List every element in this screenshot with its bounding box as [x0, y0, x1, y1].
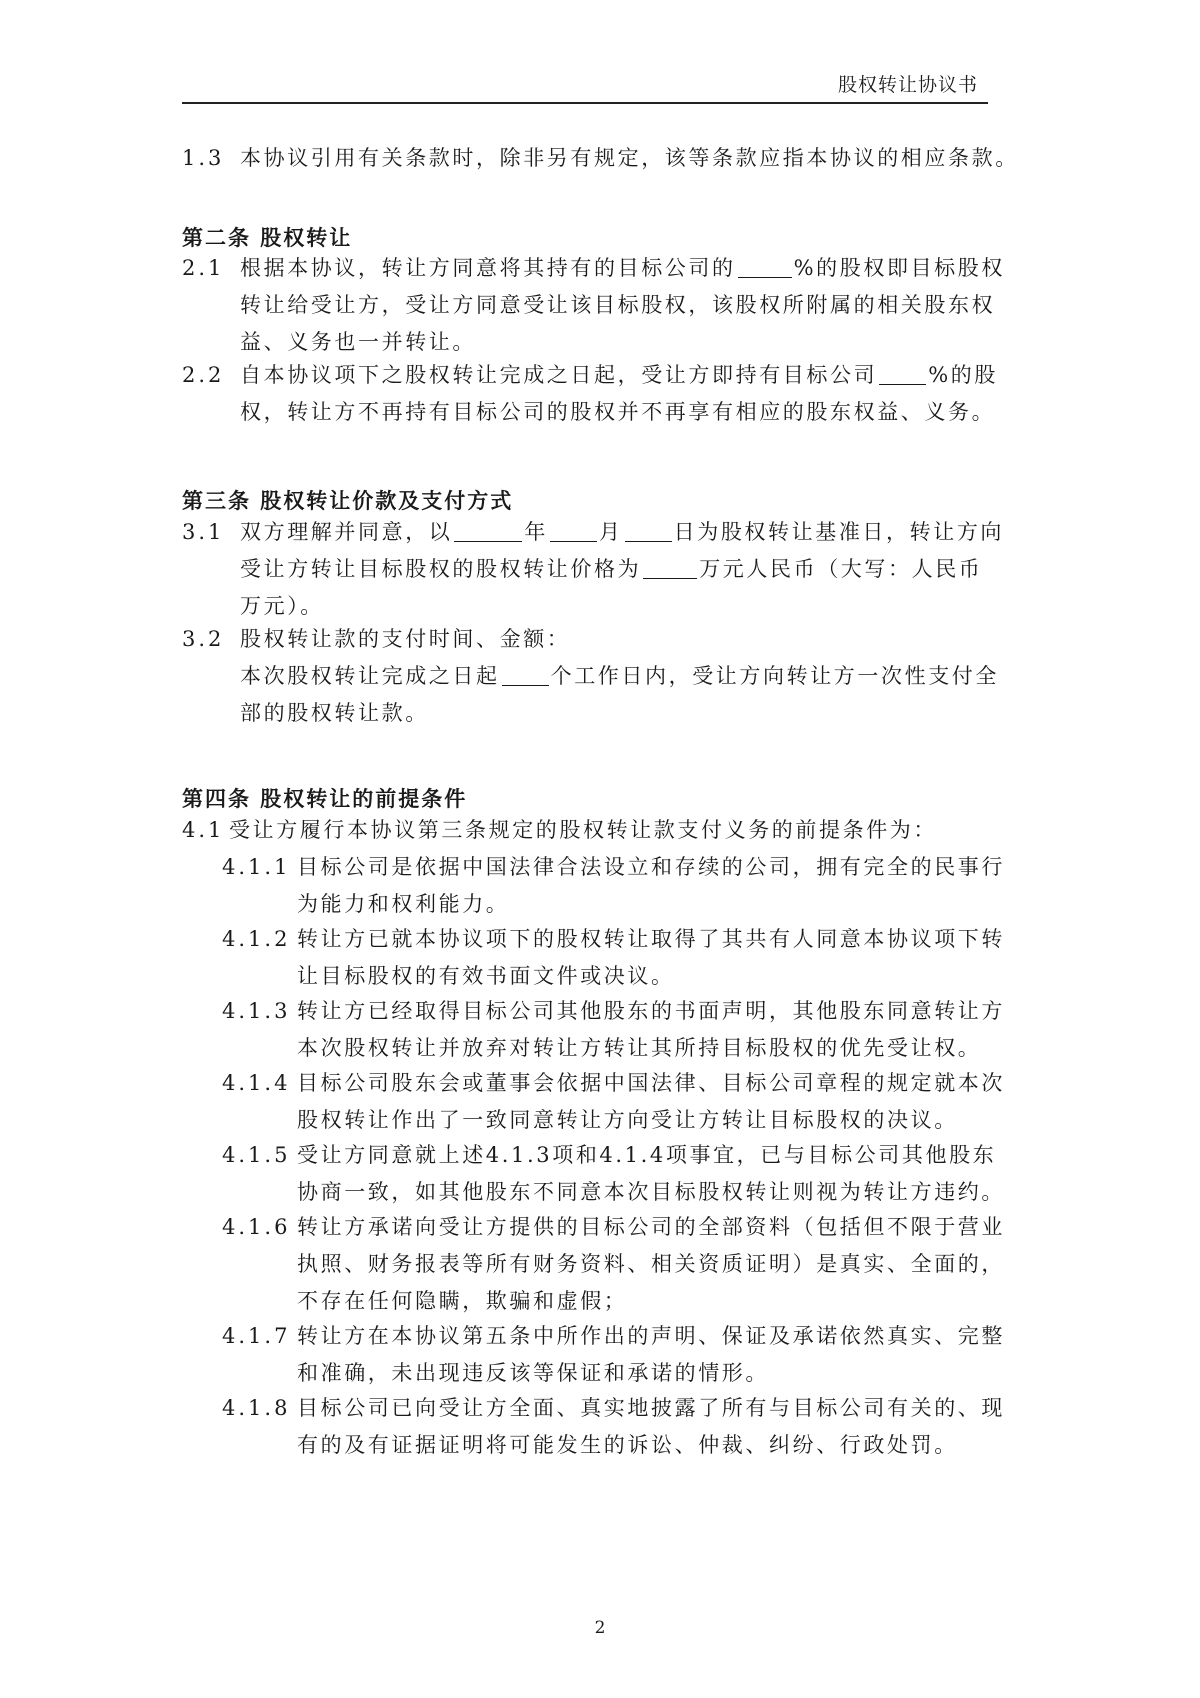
clause-number-4-1-7: 4.1.7 [222, 1324, 291, 1348]
clause-text-4-1-6 [297, 1209, 1005, 1320]
clause-line: 股权转让款的支付时间、金额： [240, 627, 571, 651]
fill-in-blank [550, 521, 597, 542]
clause-text-4-1-3 [297, 993, 1005, 1067]
clause-line: 为能力和权利能力。 [297, 892, 510, 916]
clause-number-4-1-5: 4.1.5 [222, 1143, 291, 1167]
clause-line: 权，转让方不再持有目标公司的股权并不再享有相应的股东权益、义务。 [240, 400, 996, 424]
clause-number-4-1-8: 4.1.8 [222, 1396, 291, 1420]
clause-number-3-1: 3.1 [182, 520, 225, 544]
article-heading: 第三条 股权转让价款及支付方式 [182, 488, 514, 513]
clause-line: 有的及有证据证明将可能发生的诉讼、仲裁、纠纷、行政处罚。 [297, 1433, 958, 1457]
clause-line: 益、义务也一并转让。 [240, 330, 476, 354]
clause-number-4-1-4: 4.1.4 [222, 1071, 291, 1095]
clause-text-4-1 [229, 812, 937, 849]
fill-in-blank [643, 558, 697, 579]
header-title: 股权转让协议书 [837, 74, 978, 96]
clause-line: 部的股权转让款。 [240, 701, 429, 725]
clause-line: 自本协议项下之股权转让完成之日起，受让方即持有目标公司 %的股 [240, 363, 998, 387]
page-number: 2 [594, 1618, 606, 1638]
header-divider [182, 102, 988, 104]
clause-number-3-2: 3.2 [182, 627, 225, 651]
clause-number-2-1: 2.1 [182, 256, 225, 280]
article-heading: 第四条 股权转让的前提条件 [182, 786, 468, 811]
clause-line: 和准确，未出现违反该等保证和承诺的情形。 [297, 1361, 769, 1385]
fill-in-blank [625, 521, 672, 542]
clause-line: 本协议引用有关条款时，除非另有规定，该等条款应指本协议的相应条款。 [240, 146, 1019, 170]
clause-line: 根据本协议，转让方同意将其持有的目标公司的 %的股权即目标股权 [240, 256, 1005, 280]
clause-line: 受让方转让目标股权的股权转让价格为 万元人民币（大写：人民币 [240, 557, 983, 581]
clause-line: 目标公司股东会或董事会依据中国法律、目标公司章程的规定就本次 [297, 1071, 1005, 1095]
fill-in-blank [879, 364, 926, 385]
clause-number-1-3: 1.3 [182, 146, 225, 170]
clause-line: 转让方已就本协议项下的股权转让取得了其共有人同意本协议项下转 [297, 927, 1005, 951]
clause-text-3-1 [240, 514, 1004, 625]
clause-line: 转让方在本协议第五条中所作出的声明、保证及承诺依然真实、完整 [297, 1324, 1005, 1348]
article-heading: 第二条 股权转让 [182, 225, 353, 250]
fill-in-blank [454, 521, 522, 542]
clause-line: 本次股权转让并放弃对转让方转让其所持目标股权的优先受让权。 [297, 1036, 982, 1060]
clause-line: 转让方已经取得目标公司其他股东的书面声明，其他股东同意转让方 [297, 999, 1005, 1023]
clause-line: 协商一致，如其他股东不同意本次目标股权转让则视为转让方违约。 [297, 1180, 1005, 1204]
clause-number-2-2: 2.2 [182, 363, 225, 387]
clause-text-4-1-4 [297, 1065, 1005, 1139]
clause-text-4-1-1 [297, 849, 1005, 923]
clause-line: 万元）。 [240, 594, 324, 618]
fill-in-blank [502, 665, 549, 686]
clause-line: 让目标股权的有效书面文件或决议。 [297, 964, 675, 988]
clause-text-2-2 [240, 357, 998, 431]
clause-line: 双方理解并同意，以 年 月 日为股权转让基准日，转让方向 [240, 520, 1005, 544]
clause-number-4-1-1: 4.1.1 [222, 855, 291, 879]
clause-line: 股权转让作出了一致同意转让方向受让方转让目标股权的决议。 [297, 1108, 958, 1132]
clause-text-4-1-7 [297, 1318, 1005, 1392]
clause-line: 执照、财务报表等所有财务资料、相关资质证明）是真实、全面的， [297, 1252, 1005, 1276]
clause-line: 不存在任何隐瞒，欺骗和虚假； [297, 1289, 628, 1313]
clause-text-2-1 [240, 250, 1005, 361]
clause-line: 转让给受让方，受让方同意受让该目标股权，该股权所附属的相关股东权 [240, 293, 996, 317]
clause-line: 受让方履行本协议第三条规定的股权转让款支付义务的前提条件为： [229, 818, 937, 842]
clause-text-3-2 [240, 621, 999, 732]
clause-line: 目标公司已向受让方全面、真实地披露了所有与目标公司有关的、现 [297, 1396, 1005, 1420]
fill-in-blank [738, 257, 792, 278]
clause-line: 受让方同意就上述4.1.3项和4.1.4项事宜，已与目标公司其他股东 [297, 1143, 997, 1167]
clause-number-4-1-3: 4.1.3 [222, 999, 291, 1023]
clause-text-1-3 [240, 140, 1019, 177]
clause-text-4-1-8 [297, 1390, 1005, 1464]
clause-text-4-1-2 [297, 921, 1005, 995]
clause-line: 本次股权转让完成之日起 个工作日内，受让方向转让方一次性支付全 [240, 664, 1000, 688]
clause-number-4-1-2: 4.1.2 [222, 927, 291, 951]
clause-text-4-1-5 [297, 1137, 1005, 1211]
clause-line: 转让方承诺向受让方提供的目标公司的全部资料（包括但不限于营业 [297, 1215, 1005, 1239]
clause-number-4-1: 4.1 [182, 818, 225, 842]
clause-number-4-1-6: 4.1.6 [222, 1215, 291, 1239]
clause-line: 目标公司是依据中国法律合法设立和存续的公司，拥有完全的民事行 [297, 855, 1005, 879]
